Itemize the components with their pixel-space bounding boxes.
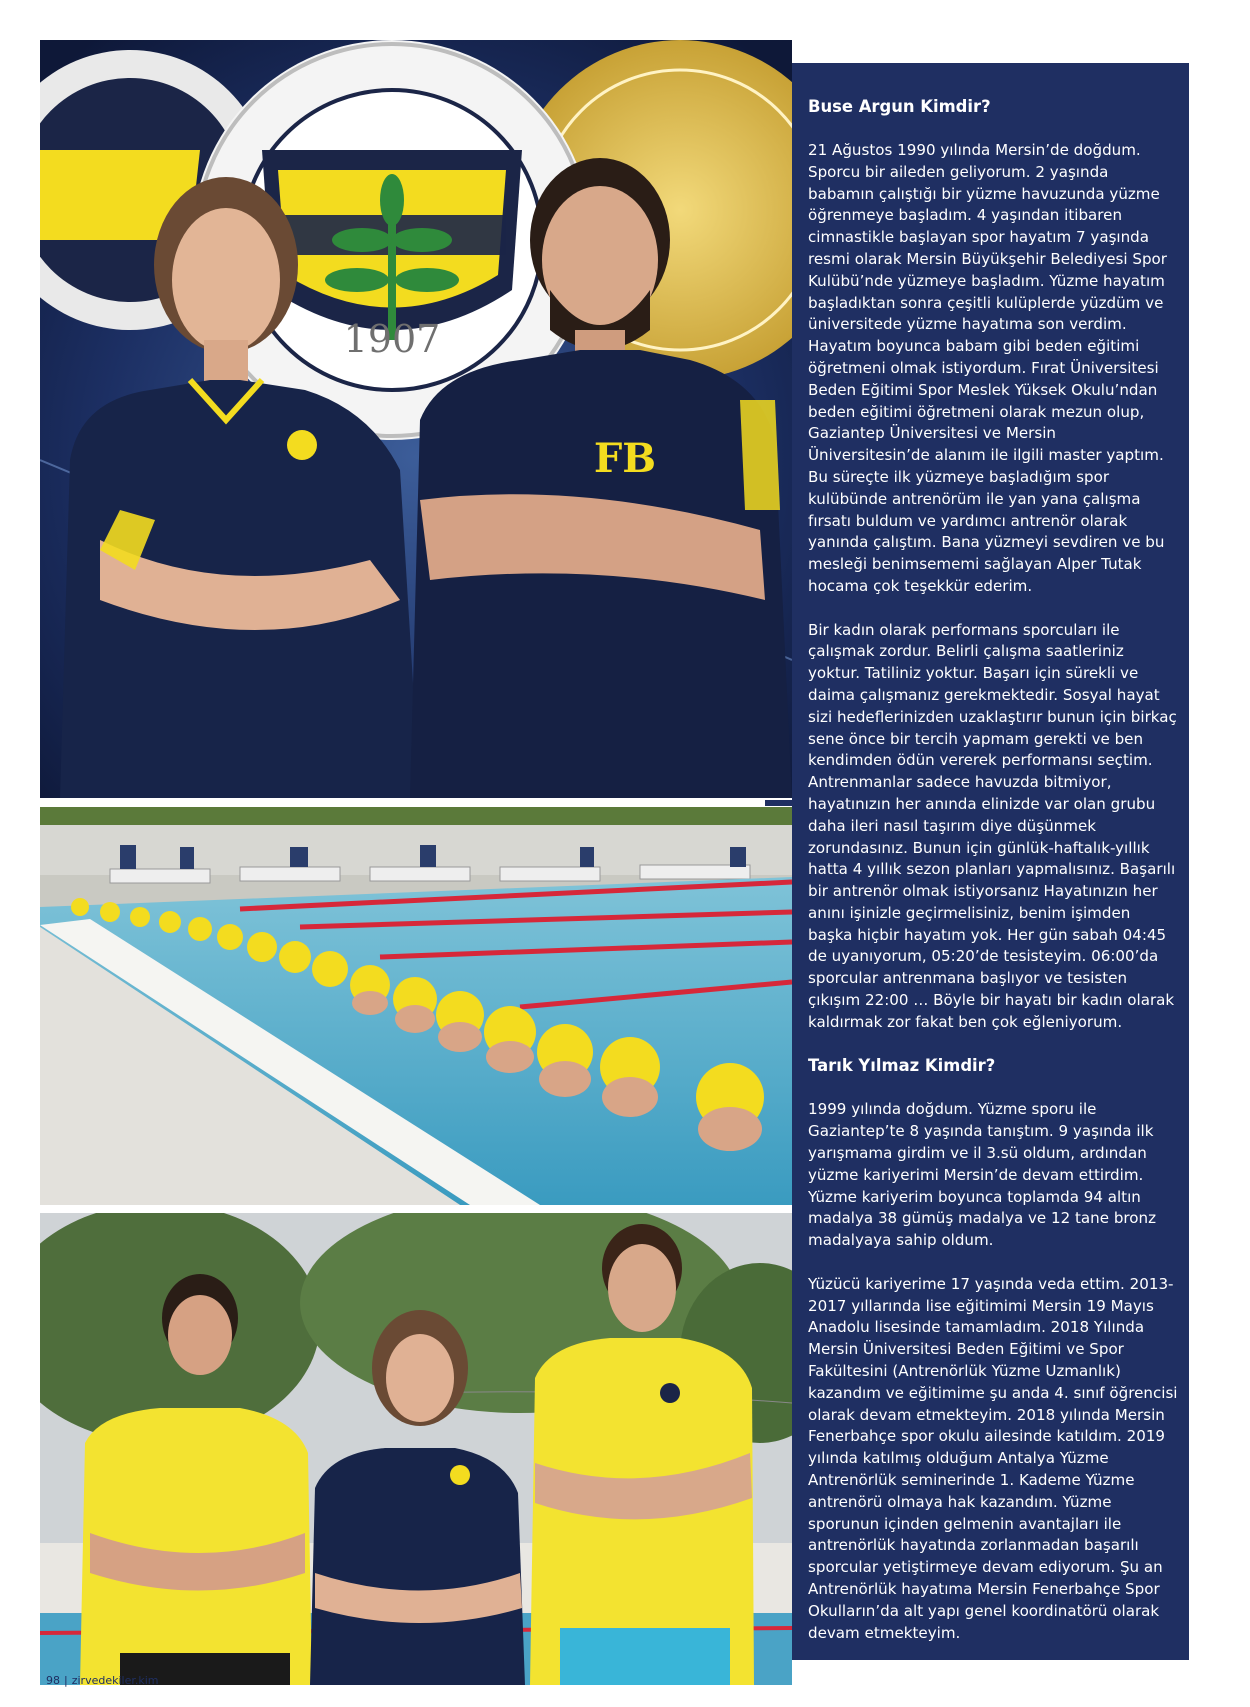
panel-edge: [765, 800, 792, 806]
emblem-year: 1907: [343, 317, 441, 361]
paragraph: 21 Ağustos 1990 yılında Mersin’de doğdum. Sporcu bir aileden geliyorum. 2 yaşında babamın çalıştığı bir yüzme havuzunda yüzme öğrenmeye başladım. 4 yaşından itibaren cimnastikle başlayan spor hayatım 7 yaşında resmi olarak Mersin Büyükşehir Belediyesi Spor Kulübü’nde yüzmeye başladım. Yüzme hayatım başladıktan sonra çeşitli kulüplerde yüzdüm ve üniversitede yüzme hayatıma son verdim. Hayatım boyunca babam gibi beden eğitimi öğretmeni olmak istiyordum. Fırat Üniversitesi Beden Eğitimi Spor Meslek Yüksek Okulu’ndan beden eğitimi öğretmeni olarak mezun olup, Gaziantep Üniversitesi ve Mersin Üniversitesin’de alanım ile ilgili master yaptım. Bu süreçte ilk yüzmeye başladığım spor kulübünde antrenörüm ile yan yana çalışma fırsatı buldum ve yardımcı antrenör olarak yanında çalıştım. Bana yüzmeyi sevdiren ve bu mesleği benimsememi sağlayan Alper Tutak hocama çok teşekkür ederim.: [808, 141, 1167, 595]
paragraph: Bir kadın olarak performans sporcuları ile çalışmak zordur. Belirli çalışma saatleriniz yoktur. Tatiliniz yoktur. Başarı için sürekli ve daima çalışmanız gerekmektedir. Sosyal hayat sizi hedeflerinizden uzaklaştırır bunun için birkaç sene önce bir tercih yapmam gerekti ve ben kendimden ödün vererek performansı seçtim. Antrenmanlar sadece havuzda bitmiyor, hayatınızın her anında elinizde var olan grubu daha ileri nasıl taşırım diye düşünmek zorundasınız. Bunun için günlük-haftalık-yıllık hatta 4 yıllık sezon planları yapmalısınız. Başarılı bir antrenör olmak istiyorsanız Hayatınızın her anını işinizle geçirmelisiniz, benim işimden başka hiçbir hayatım yok. Her gün sabah 04:45 de uyanıyorum, 05:20’de tesisteyim. 06:00’da sporcular antrenmana başlıyor ve tesisten çıkışım 22:00 … Böyle bir hayatı bir kadın olarak kaldırmak zor fakat ben çok eğleniyorum.: [808, 620, 1177, 1031]
shirt-letters: FB: [593, 435, 657, 482]
article: [808, 96, 1178, 1666]
footer-site: zirvedekiler.kim: [71, 1674, 159, 1687]
footer-separator: |: [64, 1674, 68, 1687]
photo-swimmers-pool: [40, 807, 792, 1205]
paragraph: 1999 yılında doğdum. Yüzme sporu ile Gaziantep’te 8 yaşında tanıştım. 9 yaşında ilk yarışmama girdim ve il 3.sü oldum, ardından yüzme kariyerimi Mersin’de devam ettirdim. Yüzme kariyerim boyunca toplamda 94 altın madalya 38 gümüş madalya ve 12 tane bronz madalyaya sahip oldum.: [808, 1100, 1157, 1250]
page-footer: [46, 1674, 159, 1687]
paragraph: Yüzücü kariyerime 17 yaşında veda ettim. 2013-2017 yıllarında lise eğitimimi Mersin 19 Mayıs Anadolu lisesinde tamamladım. 2018 Yılında Mersin Üniversitesi Beden Eğitimi ve Spor Fakültesini (Antrenörlük Yüzme Uzmanlık) kazandım ve eğitimime şu anda 4. sınıf öğrencisi olarak devam etmekteyim. 2018 yılında Mersin Fenerbahçe spor okulu ailesinde katıldım. 2019 yılında katılmış olduğum Antalya Yüzme Antrenörlük seminerinde 1. Kademe Yüzme antrenörü olmaya hak kazandım. Yüzme sporunun içinden gelmenin avantajları ile antrenörlük hayatında zorlanmadan başarılı sporcular yetiştirmeye devam ediyorum. Şu an Antrenörlük hayatıma Mersin Fenerbahçe Spor Okulların’da alt yapı genel koordinatörü olarak devam etmekteyim.: [808, 1274, 1178, 1642]
section-heading-tarik-yilmaz: Tarık Yılmaz Kimdir?: [808, 1056, 996, 1076]
page-number: 98: [46, 1674, 60, 1687]
photo-three-coaches: [40, 1213, 792, 1685]
section-heading-buse-argun: Buse Argun Kimdir?: [808, 97, 991, 116]
photo-coaches-emblem: [40, 40, 792, 798]
